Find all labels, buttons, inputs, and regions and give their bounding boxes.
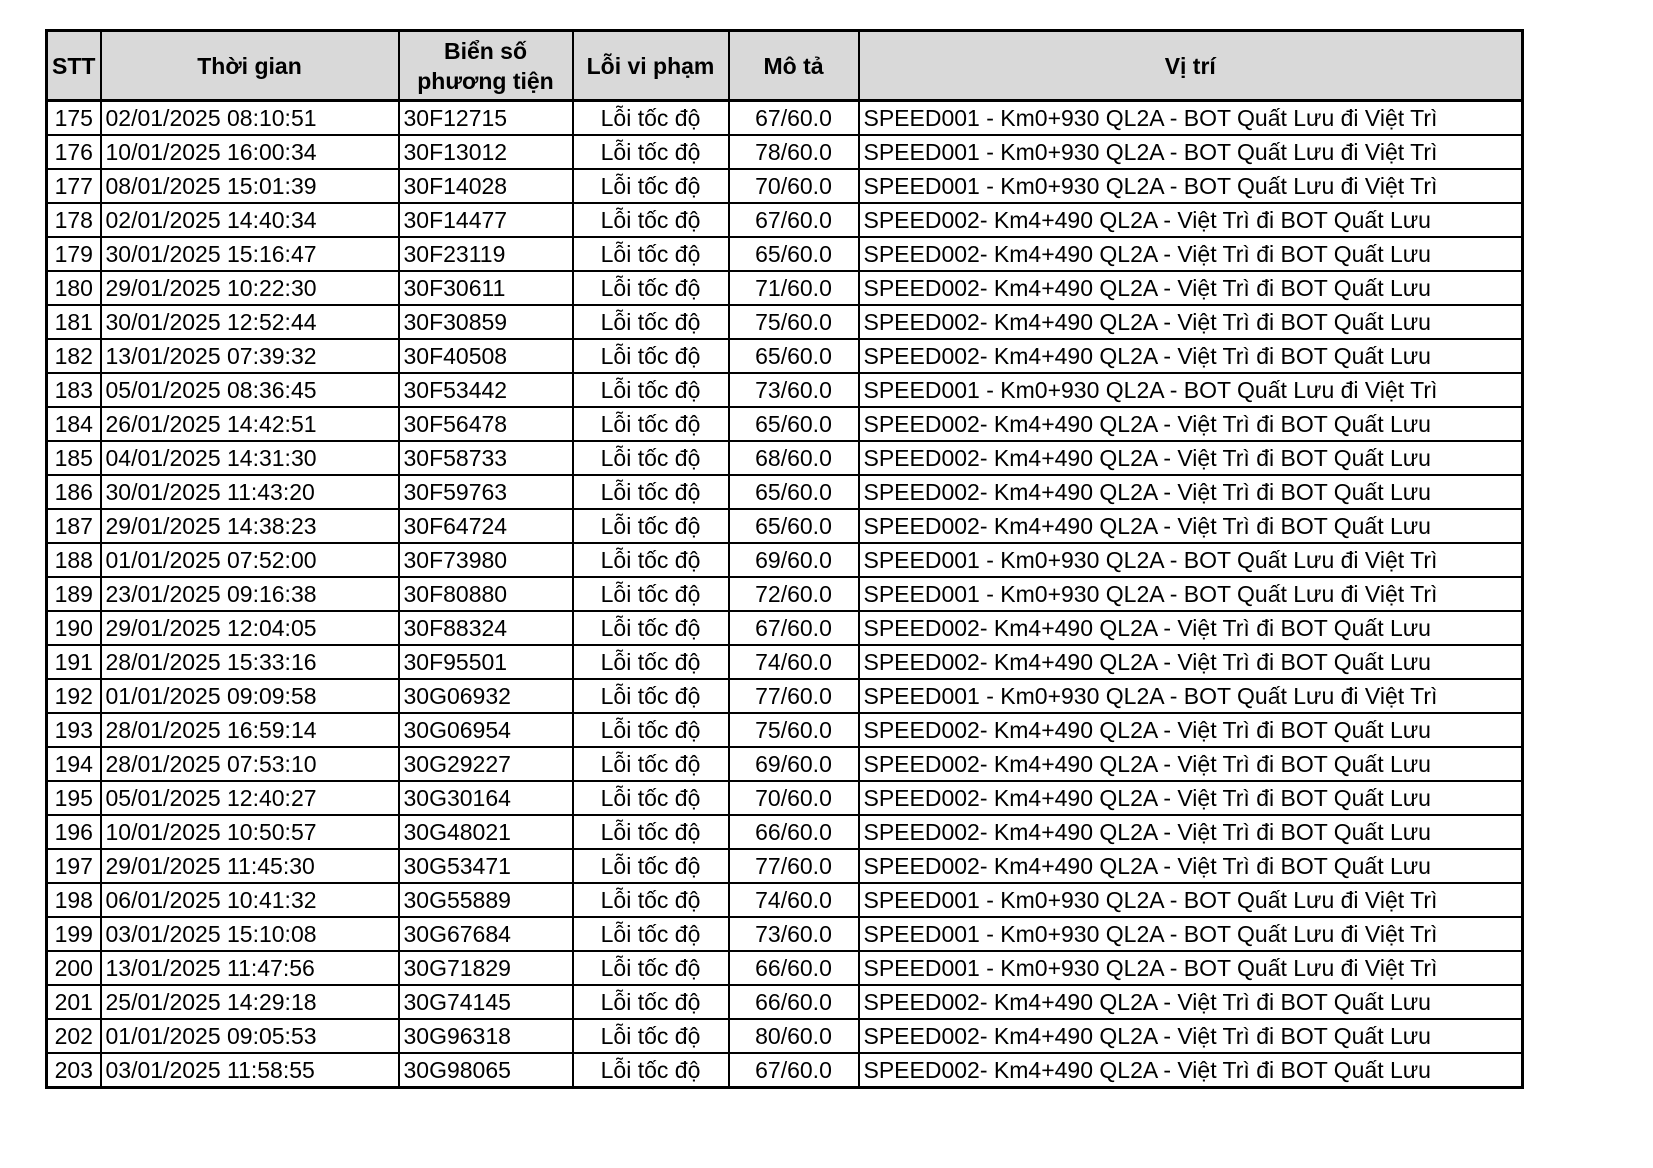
cell-location: SPEED002- Km4+490 QL2A - Việt Trì đi BOT Quất Lưu — [859, 781, 1523, 815]
cell-description: 67/60.0 — [729, 203, 859, 237]
cell-violation: Lỗi tốc độ — [573, 985, 729, 1019]
cell-violation: Lỗi tốc độ — [573, 577, 729, 611]
table-row — [47, 849, 1523, 883]
cell-location: SPEED001 - Km0+930 QL2A - BOT Quất Lưu đi Việt Trì — [859, 101, 1523, 136]
cell-violation: Lỗi tốc độ — [573, 407, 729, 441]
cell-location: SPEED002- Km4+490 QL2A - Việt Trì đi BOT Quất Lưu — [859, 271, 1523, 305]
cell-location: SPEED002- Km4+490 QL2A - Việt Trì đi BOT Quất Lưu — [859, 1019, 1523, 1053]
cell-time: 10/01/2025 10:50:57 — [101, 815, 399, 849]
cell-description: 68/60.0 — [729, 441, 859, 475]
cell-stt: 187 — [47, 509, 101, 543]
cell-plate: 30G55889 — [399, 883, 573, 917]
cell-time: 03/01/2025 11:58:55 — [101, 1053, 399, 1088]
cell-plate: 30F13012 — [399, 135, 573, 169]
header-row — [47, 31, 1523, 101]
cell-plate: 30G06932 — [399, 679, 573, 713]
cell-violation: Lỗi tốc độ — [573, 509, 729, 543]
cell-description: 69/60.0 — [729, 747, 859, 781]
cell-stt: 192 — [47, 679, 101, 713]
cell-violation: Lỗi tốc độ — [573, 713, 729, 747]
cell-stt: 197 — [47, 849, 101, 883]
cell-description: 78/60.0 — [729, 135, 859, 169]
cell-time: 26/01/2025 14:42:51 — [101, 407, 399, 441]
cell-violation: Lỗi tốc độ — [573, 645, 729, 679]
cell-stt: 175 — [47, 101, 101, 136]
cell-description: 70/60.0 — [729, 169, 859, 203]
cell-location: SPEED002- Km4+490 QL2A - Việt Trì đi BOT Quất Lưu — [859, 203, 1523, 237]
cell-violation: Lỗi tốc độ — [573, 747, 729, 781]
table-row — [47, 271, 1523, 305]
table-row — [47, 713, 1523, 747]
header-location: Vị trí — [859, 31, 1523, 101]
cell-plate: 30G06954 — [399, 713, 573, 747]
cell-stt: 184 — [47, 407, 101, 441]
cell-description: 69/60.0 — [729, 543, 859, 577]
cell-stt: 193 — [47, 713, 101, 747]
cell-location: SPEED002- Km4+490 QL2A - Việt Trì đi BOT Quất Lưu — [859, 747, 1523, 781]
cell-stt: 176 — [47, 135, 101, 169]
cell-stt: 200 — [47, 951, 101, 985]
cell-description: 75/60.0 — [729, 305, 859, 339]
cell-description: 80/60.0 — [729, 1019, 859, 1053]
header-stt: STT — [47, 31, 101, 101]
table-row — [47, 135, 1523, 169]
cell-time: 02/01/2025 14:40:34 — [101, 203, 399, 237]
cell-plate: 30F14477 — [399, 203, 573, 237]
cell-stt: 199 — [47, 917, 101, 951]
cell-stt: 179 — [47, 237, 101, 271]
cell-violation: Lỗi tốc độ — [573, 781, 729, 815]
table-row — [47, 747, 1523, 781]
cell-location: SPEED001 - Km0+930 QL2A - BOT Quất Lưu đi Việt Trì — [859, 679, 1523, 713]
table-body — [47, 101, 1523, 1088]
cell-violation: Lỗi tốc độ — [573, 815, 729, 849]
cell-description: 74/60.0 — [729, 883, 859, 917]
cell-violation: Lỗi tốc độ — [573, 917, 729, 951]
cell-location: SPEED002- Km4+490 QL2A - Việt Trì đi BOT Quất Lưu — [859, 407, 1523, 441]
cell-stt: 181 — [47, 305, 101, 339]
cell-location: SPEED001 - Km0+930 QL2A - BOT Quất Lưu đi Việt Trì — [859, 169, 1523, 203]
cell-plate: 30F53442 — [399, 373, 573, 407]
cell-plate: 30F88324 — [399, 611, 573, 645]
cell-description: 65/60.0 — [729, 237, 859, 271]
table-row — [47, 883, 1523, 917]
cell-plate: 30F59763 — [399, 475, 573, 509]
cell-location: SPEED002- Km4+490 QL2A - Việt Trì đi BOT Quất Lưu — [859, 1053, 1523, 1088]
cell-plate: 30F40508 — [399, 339, 573, 373]
cell-description: 70/60.0 — [729, 781, 859, 815]
cell-stt: 178 — [47, 203, 101, 237]
cell-time: 08/01/2025 15:01:39 — [101, 169, 399, 203]
cell-time: 05/01/2025 08:36:45 — [101, 373, 399, 407]
cell-violation: Lỗi tốc độ — [573, 679, 729, 713]
cell-description: 65/60.0 — [729, 475, 859, 509]
table-row — [47, 305, 1523, 339]
cell-time: 30/01/2025 15:16:47 — [101, 237, 399, 271]
cell-stt: 191 — [47, 645, 101, 679]
cell-stt: 188 — [47, 543, 101, 577]
cell-location: SPEED002- Km4+490 QL2A - Việt Trì đi BOT Quất Lưu — [859, 441, 1523, 475]
cell-stt: 183 — [47, 373, 101, 407]
cell-plate: 30F30611 — [399, 271, 573, 305]
cell-description: 74/60.0 — [729, 645, 859, 679]
cell-stt: 201 — [47, 985, 101, 1019]
cell-stt: 180 — [47, 271, 101, 305]
table-row — [47, 169, 1523, 203]
cell-stt: 177 — [47, 169, 101, 203]
cell-location: SPEED002- Km4+490 QL2A - Việt Trì đi BOT Quất Lưu — [859, 645, 1523, 679]
table-row — [47, 1019, 1523, 1053]
cell-time: 13/01/2025 07:39:32 — [101, 339, 399, 373]
header-plate-line1: Biển số — [443, 37, 528, 64]
table-row — [47, 611, 1523, 645]
cell-location: SPEED002- Km4+490 QL2A - Việt Trì đi BOT Quất Lưu — [859, 475, 1523, 509]
cell-violation: Lỗi tốc độ — [573, 305, 729, 339]
cell-time: 29/01/2025 11:45:30 — [101, 849, 399, 883]
table-row — [47, 781, 1523, 815]
cell-description: 65/60.0 — [729, 339, 859, 373]
table-row — [47, 645, 1523, 679]
table-row — [47, 441, 1523, 475]
cell-time: 28/01/2025 16:59:14 — [101, 713, 399, 747]
cell-location: SPEED001 - Km0+930 QL2A - BOT Quất Lưu đi Việt Trì — [859, 135, 1523, 169]
header-time: Thời gian — [101, 31, 399, 101]
cell-plate: 30F58733 — [399, 441, 573, 475]
cell-time: 13/01/2025 11:47:56 — [101, 951, 399, 985]
table-row — [47, 237, 1523, 271]
cell-violation: Lỗi tốc độ — [573, 611, 729, 645]
cell-description: 66/60.0 — [729, 985, 859, 1019]
cell-plate: 30G96318 — [399, 1019, 573, 1053]
cell-location: SPEED001 - Km0+930 QL2A - BOT Quất Lưu đi Việt Trì — [859, 577, 1523, 611]
cell-description: 67/60.0 — [729, 1053, 859, 1088]
cell-stt: 203 — [47, 1053, 101, 1088]
table-row — [47, 679, 1523, 713]
cell-time: 29/01/2025 12:04:05 — [101, 611, 399, 645]
cell-location: SPEED002- Km4+490 QL2A - Việt Trì đi BOT Quất Lưu — [859, 339, 1523, 373]
cell-violation: Lỗi tốc độ — [573, 373, 729, 407]
cell-plate: 30G98065 — [399, 1053, 573, 1088]
table-row — [47, 815, 1523, 849]
header-plate — [399, 31, 573, 101]
cell-violation: Lỗi tốc độ — [573, 169, 729, 203]
cell-stt: 185 — [47, 441, 101, 475]
table-row — [47, 1053, 1523, 1088]
cell-plate: 30G53471 — [399, 849, 573, 883]
cell-location: SPEED001 - Km0+930 QL2A - BOT Quất Lưu đi Việt Trì — [859, 917, 1523, 951]
cell-violation: Lỗi tốc độ — [573, 339, 729, 373]
cell-location: SPEED001 - Km0+930 QL2A - BOT Quất Lưu đi Việt Trì — [859, 543, 1523, 577]
header-description: Mô tả — [729, 31, 859, 101]
cell-violation: Lỗi tốc độ — [573, 1053, 729, 1088]
cell-plate: 30F23119 — [399, 237, 573, 271]
cell-time: 30/01/2025 11:43:20 — [101, 475, 399, 509]
cell-plate: 30F95501 — [399, 645, 573, 679]
cell-plate: 30F12715 — [399, 101, 573, 136]
cell-stt: 190 — [47, 611, 101, 645]
cell-location: SPEED002- Km4+490 QL2A - Việt Trì đi BOT Quất Lưu — [859, 305, 1523, 339]
cell-plate: 30F56478 — [399, 407, 573, 441]
cell-description: 67/60.0 — [729, 611, 859, 645]
cell-violation: Lỗi tốc độ — [573, 849, 729, 883]
cell-description: 73/60.0 — [729, 373, 859, 407]
cell-time: 30/01/2025 12:52:44 — [101, 305, 399, 339]
table-row — [47, 373, 1523, 407]
cell-plate: 30G67684 — [399, 917, 573, 951]
cell-location: SPEED001 - Km0+930 QL2A - BOT Quất Lưu đi Việt Trì — [859, 373, 1523, 407]
cell-description: 72/60.0 — [729, 577, 859, 611]
cell-time: 25/01/2025 14:29:18 — [101, 985, 399, 1019]
cell-stt: 202 — [47, 1019, 101, 1053]
cell-time: 01/01/2025 09:09:58 — [101, 679, 399, 713]
cell-description: 77/60.0 — [729, 849, 859, 883]
cell-stt: 186 — [47, 475, 101, 509]
cell-stt: 189 — [47, 577, 101, 611]
cell-stt: 198 — [47, 883, 101, 917]
cell-stt: 195 — [47, 781, 101, 815]
cell-time: 05/01/2025 12:40:27 — [101, 781, 399, 815]
table-row — [47, 475, 1523, 509]
cell-description: 66/60.0 — [729, 815, 859, 849]
cell-description: 75/60.0 — [729, 713, 859, 747]
table-row — [47, 917, 1523, 951]
cell-time: 10/01/2025 16:00:34 — [101, 135, 399, 169]
cell-violation: Lỗi tốc độ — [573, 271, 729, 305]
table-row — [47, 543, 1523, 577]
cell-time: 02/01/2025 08:10:51 — [101, 101, 399, 136]
cell-description: 71/60.0 — [729, 271, 859, 305]
cell-violation: Lỗi tốc độ — [573, 543, 729, 577]
table-row — [47, 203, 1523, 237]
table-row — [47, 951, 1523, 985]
cell-time: 01/01/2025 09:05:53 — [101, 1019, 399, 1053]
cell-violation: Lỗi tốc độ — [573, 951, 729, 985]
table-row — [47, 101, 1523, 136]
cell-location: SPEED002- Km4+490 QL2A - Việt Trì đi BOT Quất Lưu — [859, 815, 1523, 849]
cell-violation: Lỗi tốc độ — [573, 237, 729, 271]
cell-plate: 30F30859 — [399, 305, 573, 339]
table-row — [47, 577, 1523, 611]
cell-violation: Lỗi tốc độ — [573, 135, 729, 169]
cell-violation: Lỗi tốc độ — [573, 1019, 729, 1053]
cell-stt: 182 — [47, 339, 101, 373]
violations-table — [45, 29, 1524, 1089]
cell-plate: 30G71829 — [399, 951, 573, 985]
cell-description: 66/60.0 — [729, 951, 859, 985]
cell-description: 65/60.0 — [729, 509, 859, 543]
table-header — [47, 31, 1523, 101]
cell-description: 73/60.0 — [729, 917, 859, 951]
cell-violation: Lỗi tốc độ — [573, 203, 729, 237]
cell-time: 06/01/2025 10:41:32 — [101, 883, 399, 917]
cell-location: SPEED002- Km4+490 QL2A - Việt Trì đi BOT Quất Lưu — [859, 713, 1523, 747]
cell-plate: 30G30164 — [399, 781, 573, 815]
cell-plate: 30F73980 — [399, 543, 573, 577]
cell-plate: 30F80880 — [399, 577, 573, 611]
cell-location: SPEED002- Km4+490 QL2A - Việt Trì đi BOT Quất Lưu — [859, 509, 1523, 543]
cell-stt: 196 — [47, 815, 101, 849]
cell-violation: Lỗi tốc độ — [573, 441, 729, 475]
cell-plate: 30F14028 — [399, 169, 573, 203]
header-plate-line2: phương tiện — [417, 67, 554, 94]
cell-time: 28/01/2025 07:53:10 — [101, 747, 399, 781]
cell-plate: 30G74145 — [399, 985, 573, 1019]
cell-description: 67/60.0 — [729, 101, 859, 136]
cell-violation: Lỗi tốc độ — [573, 101, 729, 136]
table-row — [47, 407, 1523, 441]
cell-plate: 30G48021 — [399, 815, 573, 849]
cell-time: 04/01/2025 14:31:30 — [101, 441, 399, 475]
cell-stt: 194 — [47, 747, 101, 781]
cell-time: 03/01/2025 15:10:08 — [101, 917, 399, 951]
cell-description: 65/60.0 — [729, 407, 859, 441]
cell-violation: Lỗi tốc độ — [573, 883, 729, 917]
table-row — [47, 985, 1523, 1019]
cell-time: 01/01/2025 07:52:00 — [101, 543, 399, 577]
cell-time: 23/01/2025 09:16:38 — [101, 577, 399, 611]
table-row — [47, 509, 1523, 543]
cell-location: SPEED002- Km4+490 QL2A - Việt Trì đi BOT Quất Lưu — [859, 237, 1523, 271]
cell-location: SPEED001 - Km0+930 QL2A - BOT Quất Lưu đi Việt Trì — [859, 951, 1523, 985]
cell-location: SPEED002- Km4+490 QL2A - Việt Trì đi BOT Quất Lưu — [859, 849, 1523, 883]
header-violation: Lỗi vi phạm — [573, 31, 729, 101]
cell-time: 28/01/2025 15:33:16 — [101, 645, 399, 679]
table-row — [47, 339, 1523, 373]
cell-time: 29/01/2025 14:38:23 — [101, 509, 399, 543]
cell-location: SPEED001 - Km0+930 QL2A - BOT Quất Lưu đi Việt Trì — [859, 883, 1523, 917]
cell-description: 77/60.0 — [729, 679, 859, 713]
cell-plate: 30G29227 — [399, 747, 573, 781]
cell-location: SPEED002- Km4+490 QL2A - Việt Trì đi BOT Quất Lưu — [859, 985, 1523, 1019]
cell-time: 29/01/2025 10:22:30 — [101, 271, 399, 305]
cell-violation: Lỗi tốc độ — [573, 475, 729, 509]
cell-plate: 30F64724 — [399, 509, 573, 543]
cell-location: SPEED002- Km4+490 QL2A - Việt Trì đi BOT Quất Lưu — [859, 611, 1523, 645]
